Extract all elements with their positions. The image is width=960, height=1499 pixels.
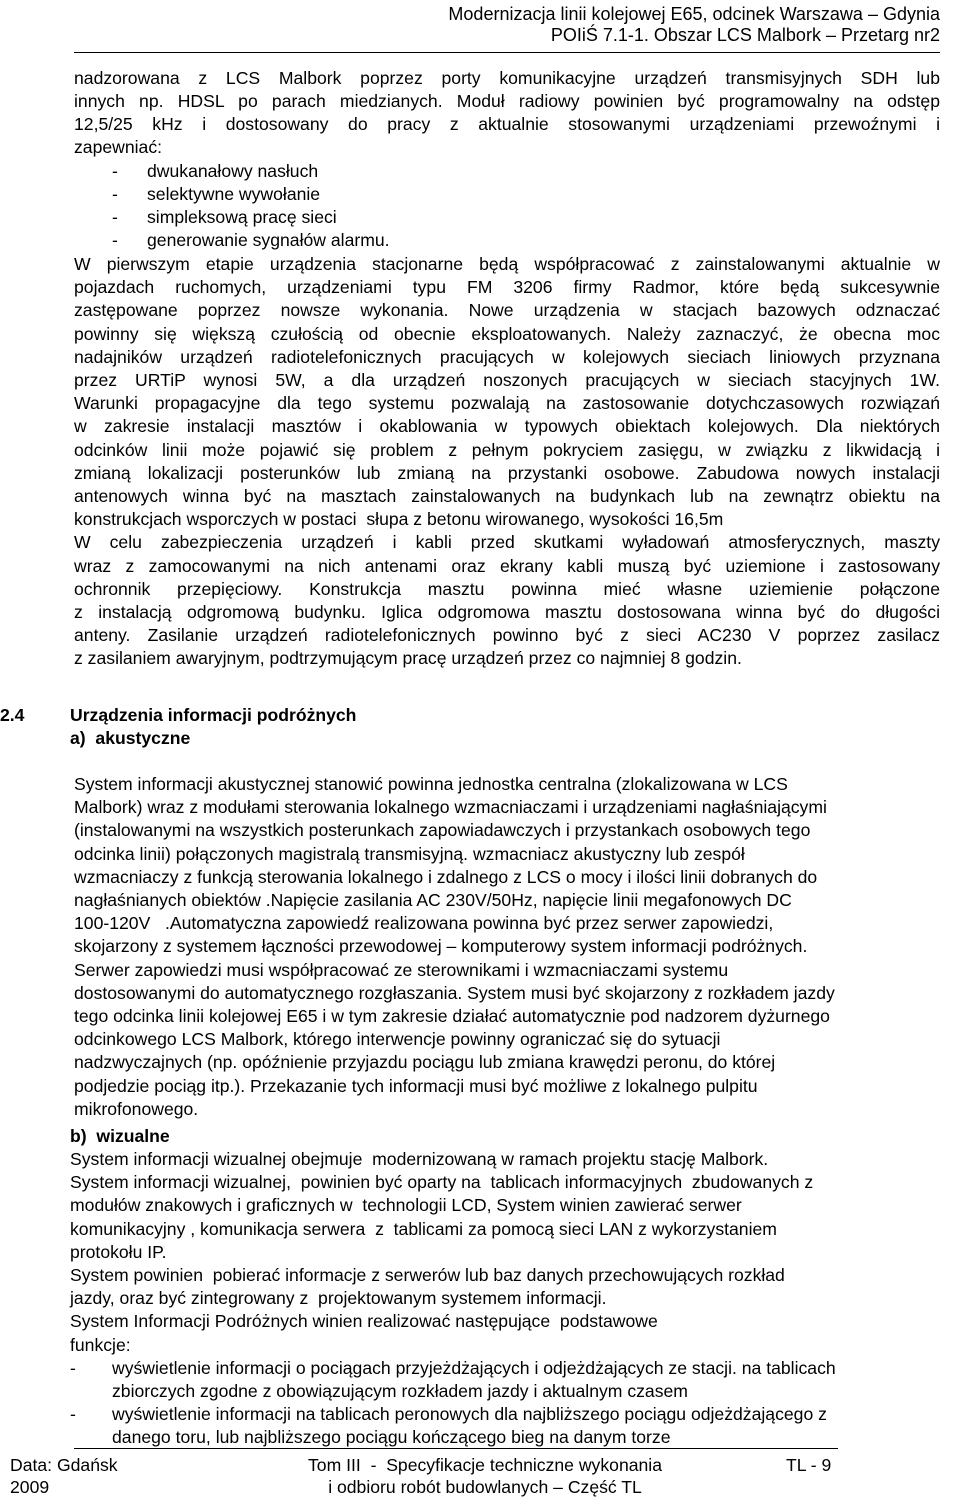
footer-title-line1: Tom III - Specyfikacje techniczne wykonania xyxy=(308,1455,662,1475)
text-line: dostosowanymi do automatycznego rozgłaszania. System musi być skojarzony z rozkładem jazdy xyxy=(74,982,835,1003)
section-number: 2.4 xyxy=(0,705,25,725)
list-item: simpleksową pracę sieci xyxy=(147,207,337,227)
text-line: Warunki propagacyjne dla tego systemu pozwalają na zastosowanie dotychczasowych rozwiązań xyxy=(74,393,940,414)
text-line: zapewniać: xyxy=(74,137,163,157)
text-line: z zasilaniem awaryjnym, podtrzymującym pracę urządzeń przez co najmniej 8 godzin. xyxy=(74,648,742,669)
text-line: podjedzie pociąg itp.). Przekazanie tych informacji musi być możliwe z lokalnego pulpitu xyxy=(74,1075,758,1096)
section-title: Urządzenia informacji podróżnych xyxy=(70,705,357,725)
text-line: pojazdach ruchomych, urządzeniami typu FM 3206 firmy Radmor, które będą sukcesywnie xyxy=(74,277,940,298)
bullet-dash: - xyxy=(70,1404,76,1424)
text-line: System informacji wizualnej obejmuje modernizowaną w ramach projektu stację Malbork. xyxy=(70,1149,769,1169)
list-item: generowanie sygnałów alarmu. xyxy=(147,230,390,250)
text-line: Malbork) wraz z modułami sterowania lokalnego wzmacniaczami i urządzeniami nagłaśniającymi xyxy=(74,797,827,818)
text-line: Serwer zapowiedzi musi współpracować ze sterownikami i wzmacniaczami systemu xyxy=(74,959,729,980)
footer-page-number: TL - 9 xyxy=(786,1455,832,1475)
footer-date: Data: Gdańsk xyxy=(10,1455,118,1475)
text-line: odcinków linii może pojawić się problem z pełnym pokryciem zasięgu, w związku z likwidacją i xyxy=(74,439,940,460)
list-item-line: danego toru, lub najbliższego pociągu kończącego bieg na danym torze xyxy=(112,1427,671,1447)
text-line: nadzwyczajnych (np. opóźnienie przyjazdu pociągu lub zmiana krawędzi peronu, do której xyxy=(74,1052,776,1073)
text-line: System Informacji Podróżnych winien realizować następujące podstawowe xyxy=(70,1311,658,1332)
text-line: System powinien pobierać informacje z serwerów lub baz danych przechowujących rozkład xyxy=(70,1265,785,1285)
text-line: odcinka linii) połączonych magistralą transmisyjną. wzmacniacz akustyczny lub zespół xyxy=(74,843,745,864)
text-line: innych np. HDSL po parach miedzianych. Moduł radiowy powinien być programowalny na odstęp xyxy=(74,91,940,111)
text-line: przez URTiP wynosi 5W, a dla urządzeń noszonych pracujących w sieciach stacyjnych 1W. xyxy=(74,370,940,390)
text-line: zastępowane poprzez nowsze wykonania. Nowe urządzenia w stacjach bazowych odznaczać xyxy=(74,300,940,321)
list-item-line: zbiorczych zgodne z obowiązującym rozkładem jazdy i aktualnym czasem xyxy=(112,1381,688,1401)
text-line: powinny się większą czułością od obecnie eksploatowanych. Należy zaznaczyć, że obecna moc xyxy=(74,323,940,344)
bullet-dash: - xyxy=(112,184,118,204)
text-line: skojarzony z systemem łączności przewodowej – komputerowy system informacji podróżnych. xyxy=(74,936,808,957)
list-item-line: wyświetlenie informacji na tablicach peronowych dla najbliższego pociągu odjeżdżającego z xyxy=(112,1404,827,1424)
text-line: nagłaśnianych obiektów .Napięcie zasilania AC 230V/50Hz, napięcie linii megafonowych DC xyxy=(74,890,792,910)
text-line: W pierwszym etapie urządzenia stacjonarne będą współpracować z zainstalowanymi aktualnie w xyxy=(74,254,940,274)
footer-year: 2009 xyxy=(10,1477,50,1497)
bullet-dash: - xyxy=(70,1358,76,1378)
list-item: dwukanałowy nasłuch xyxy=(147,161,319,181)
text-line: (instalowanymi na wszystkich posterunkach zapowiadawczych i przystankach osobowych tego xyxy=(74,820,811,841)
text-line: ochronnik przepięciowy. Konstrukcja masztu powinna mieć własne uziemienie połączone xyxy=(74,578,940,599)
text-line: modułów znakowych i graficznych w technologii LCD, System winien zawierać serwer xyxy=(70,1195,742,1216)
text-line: wzmacniaczy z funkcją sterowania lokalnego i zdalnego z LCS o mocy i ilości linii dobranych do xyxy=(74,866,818,887)
bullet-dash: - xyxy=(112,207,118,227)
header-subtitle-line: POIiŚ 7.1-1. Obszar LCS Malbork – Przetarg nr2 xyxy=(550,25,940,45)
text-line: funkcje: xyxy=(70,1334,131,1355)
text-line: nadajników urządzeń radiotelefonicznych pracujących w kolejowych sieciach liniowych przyznana xyxy=(74,346,940,367)
text-line: protokołu IP. xyxy=(70,1241,167,1262)
header-title-line: Modernizacja linii kolejowej E65, odcinek Warszawa – Gdynia xyxy=(448,4,940,24)
text-line: w zakresie instalacji masztów i okablowania w typowych obiektach kolejowych. Dla niektórych xyxy=(74,416,940,437)
text-line: 100-120V .Automatyczna zapowiedź realizowana powinna być przez serwer zapowiedzi, xyxy=(74,913,774,934)
text-line: komunikacyjny , komunikacja serwera z tablicami za pomocą sieci LAN z wykorzystaniem xyxy=(70,1218,777,1239)
footer-title-line2: i odbioru robót budowlanych – Część TL xyxy=(328,1477,642,1497)
header-rule xyxy=(74,52,940,53)
text-line: konstrukcjach wsporczych w postaci słupa z betonu wirowanego, wysokości 16,5m xyxy=(74,509,724,530)
text-line: System informacji wizualnej, powinien być oparty na tablicach informacyjnych zbudowanych z xyxy=(70,1172,814,1193)
footer-rule xyxy=(74,1448,838,1449)
subsection-b-title: b) wizualne xyxy=(70,1126,170,1146)
subsection-a-title: a) akustyczne xyxy=(70,728,191,748)
text-line: 12,5/25 kHz i dostosowany do pracy z aktualnie stosowanymi urządzeniami przewoźnymi i xyxy=(74,114,940,134)
text-line: anteny. Zasilanie urządzeń radiotelefonicznych powinno być z sieci AC230 V poprzez zasilacz xyxy=(74,625,940,646)
bullet-dash: - xyxy=(112,230,118,250)
text-line: z instalacją odgromową budynku. Iglica odgromowa masztu dostosowana winna być do długości xyxy=(74,602,940,622)
bullet-dash: - xyxy=(112,161,118,181)
list-item-line: wyświetlenie informacji o pociągach przyjeżdżających i odjeżdżających ze stacji. na tablicach xyxy=(112,1358,836,1378)
text-line: nadzorowana z LCS Malbork poprzez porty komunikacyjne urządzeń transmisyjnych SDH lub xyxy=(74,68,940,88)
text-line: mikrofonowego. xyxy=(74,1098,199,1119)
text-line: wraz z zamocowanymi na nich antenami oraz ekrany kabli muszą być uziemione i zastosowany xyxy=(74,555,940,576)
text-line: zmianą lokalizacji posterunków lub zmianą na przystanki osobowe. Zabudowa nowych instalacji xyxy=(74,462,940,483)
text-line: W celu zabezpieczenia urządzeń i kabli przed skutkami wyładowań atmosferycznych, maszty xyxy=(74,532,940,553)
text-line: tego odcinka linii kolejowej E65 i w tym zakresie działać automatycznie pod nadzorem dyżurnego xyxy=(74,1006,830,1026)
text-line: System informacji akustycznej stanowić powinna jednostka centralna (zlokalizowana w LCS xyxy=(74,774,788,794)
text-line: antenowych winna być na masztach zainstalowanych na budynkach lub na zewnątrz obiektu na xyxy=(74,486,940,506)
text-line: jazdy, oraz być zintegrowany z projektowanym systemem informacji. xyxy=(70,1288,607,1309)
text-line: odcinkowego LCS Malbork, którego interwencje powinny ograniczać się do sytuacji xyxy=(74,1029,721,1050)
list-item: selektywne wywołanie xyxy=(147,184,321,204)
